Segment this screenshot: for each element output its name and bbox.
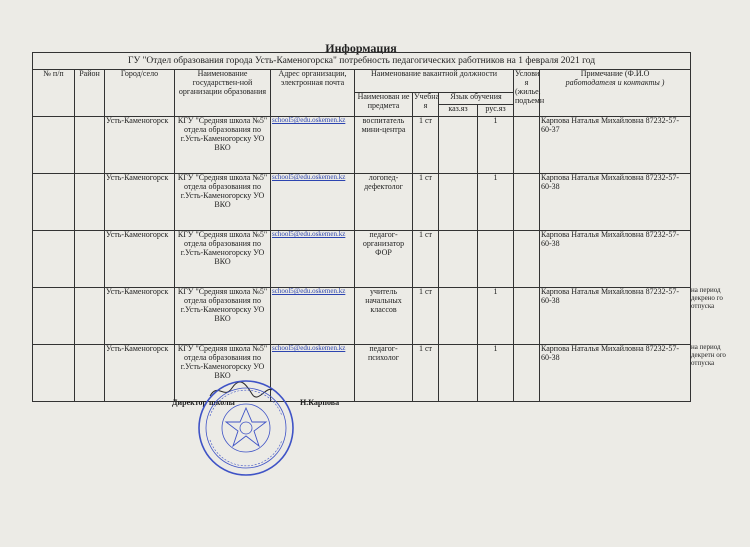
header-num: № п/п — [33, 70, 75, 117]
cell-rus: 1 — [478, 117, 514, 174]
cell-district — [75, 288, 105, 345]
cell-district — [75, 345, 105, 402]
cell-email[interactable]: school5@edu.oskemen.kz — [271, 288, 355, 345]
doc-subtitle: ГУ "Отдел образования города Усть-Каменогорска" потребность педагогических работников на 1 февраля 2021 год — [33, 53, 691, 70]
cell-conditions — [514, 117, 540, 174]
table-row — [33, 231, 691, 288]
footer-director: Директор школы — [172, 398, 235, 407]
cell-load: 1 ст — [413, 288, 439, 345]
header-load: Учебна я — [413, 93, 439, 117]
cell-kaz — [439, 345, 478, 402]
cell-subject: педагог-психолог — [355, 345, 413, 402]
cell-note: Карпова Наталья Михайловна 87232-57-60-38 — [540, 288, 691, 345]
table-row — [33, 117, 691, 174]
cell-org: КГУ "Средняя школа №5" отдела образования по г.Усть-Каменогорску УО ВКО — [175, 117, 271, 174]
header-note — [540, 70, 691, 117]
cell-load: 1 ст — [413, 231, 439, 288]
cell-load: 1 ст — [413, 117, 439, 174]
cell-subject: учитель начальных классов — [355, 288, 413, 345]
cell-rus: 1 — [478, 288, 514, 345]
header-city: Город/село — [105, 70, 175, 117]
cell-city: Усть-Каменогорск — [105, 288, 175, 345]
cell-email[interactable]: school5@edu.oskemen.kz — [271, 231, 355, 288]
cell-subject: воспитатель мини-центра — [355, 117, 413, 174]
header-conditions: Услови я (жилье, подъемн — [514, 70, 540, 117]
cell-conditions — [514, 174, 540, 231]
cell-note: Карпова Наталья Михайловна 87232-57-60-38 — [540, 231, 691, 288]
header-note-title: Примечание (Ф.И.О — [580, 69, 650, 78]
cell-kaz — [439, 288, 478, 345]
cell-email[interactable]: school5@edu.oskemen.kz — [271, 174, 355, 231]
side-note-row5: на период декретн ого отпуска — [691, 343, 726, 368]
header-rus: рус.яз — [478, 105, 514, 117]
side-note-row4: на период декрено го отпуска — [691, 286, 723, 311]
cell-kaz — [439, 174, 478, 231]
header-kaz: каз.яз — [439, 105, 478, 117]
official-stamp — [196, 378, 296, 478]
cell-org: КГУ "Средняя школа №5" отдела образования по г.Усть-Каменогорску УО ВКО — [175, 288, 271, 345]
cell-note: Карпова Наталья Михайловна 87232-57-60-37 — [540, 117, 691, 174]
cell-org: КГУ "Средняя школа №5" отдела образования по г.Усть-Каменогорску УО ВКО — [175, 231, 271, 288]
cell-org: КГУ "Средняя школа №5" отдела образования по г.Усть-Каменогорску УО ВКО — [175, 174, 271, 231]
cell-num — [33, 231, 75, 288]
cell-city: Усть-Каменогорск — [105, 231, 175, 288]
cell-num — [33, 117, 75, 174]
cell-city: Усть-Каменогорск — [105, 174, 175, 231]
cell-load: 1 ст — [413, 345, 439, 402]
cell-subject: педагог-организатор ФОР — [355, 231, 413, 288]
cell-note: Карпова Наталья Михайловна 87232-57-60-38 — [540, 345, 691, 402]
cell-num — [33, 288, 75, 345]
vacancy-table — [32, 52, 691, 402]
header-org-name: Наименование государствен-ной организации образования — [175, 70, 271, 117]
cell-num — [33, 174, 75, 231]
cell-rus: 1 — [478, 174, 514, 231]
footer-name: Н.Карпова — [300, 398, 340, 407]
header-address: Адрес организации, электронная почта — [271, 70, 355, 117]
table-row — [33, 288, 691, 345]
table-row — [33, 345, 691, 402]
cell-city: Усть-Каменогорск — [105, 117, 175, 174]
cell-subject: логопед-дефектолог — [355, 174, 413, 231]
header-lang-group: Язык обучения — [439, 93, 514, 105]
cell-district — [75, 117, 105, 174]
cell-conditions — [514, 345, 540, 402]
cell-load: 1 ст — [413, 174, 439, 231]
cell-note: Карпова Наталья Михайловна 87232-57-60-38 — [540, 174, 691, 231]
cell-conditions — [514, 288, 540, 345]
cell-district — [75, 231, 105, 288]
cell-district — [75, 174, 105, 231]
cell-conditions — [514, 231, 540, 288]
cell-email[interactable]: school5@edu.oskemen.kz — [271, 117, 355, 174]
cell-rus — [478, 231, 514, 288]
header-note-sub: работодателя и контакты ) — [565, 77, 665, 87]
cell-rus: 1 — [478, 345, 514, 402]
header-subject: Наименован ие предмета — [355, 93, 413, 117]
doc-title: Информация — [325, 41, 397, 55]
header-district: Район — [75, 70, 105, 117]
cell-num — [33, 345, 75, 402]
header-vacancy-group: Наименование вакантной должности — [355, 70, 514, 93]
cell-city: Усть-Каменогорск — [105, 345, 175, 402]
table-row — [33, 174, 691, 231]
cell-kaz — [439, 231, 478, 288]
cell-email[interactable]: school5@edu.oskemen.kz — [271, 345, 355, 402]
cell-org: КГУ "Средняя школа №5" отдела образования по г.Усть-Каменогорску УО ВКО — [175, 345, 271, 402]
cell-kaz — [439, 117, 478, 174]
